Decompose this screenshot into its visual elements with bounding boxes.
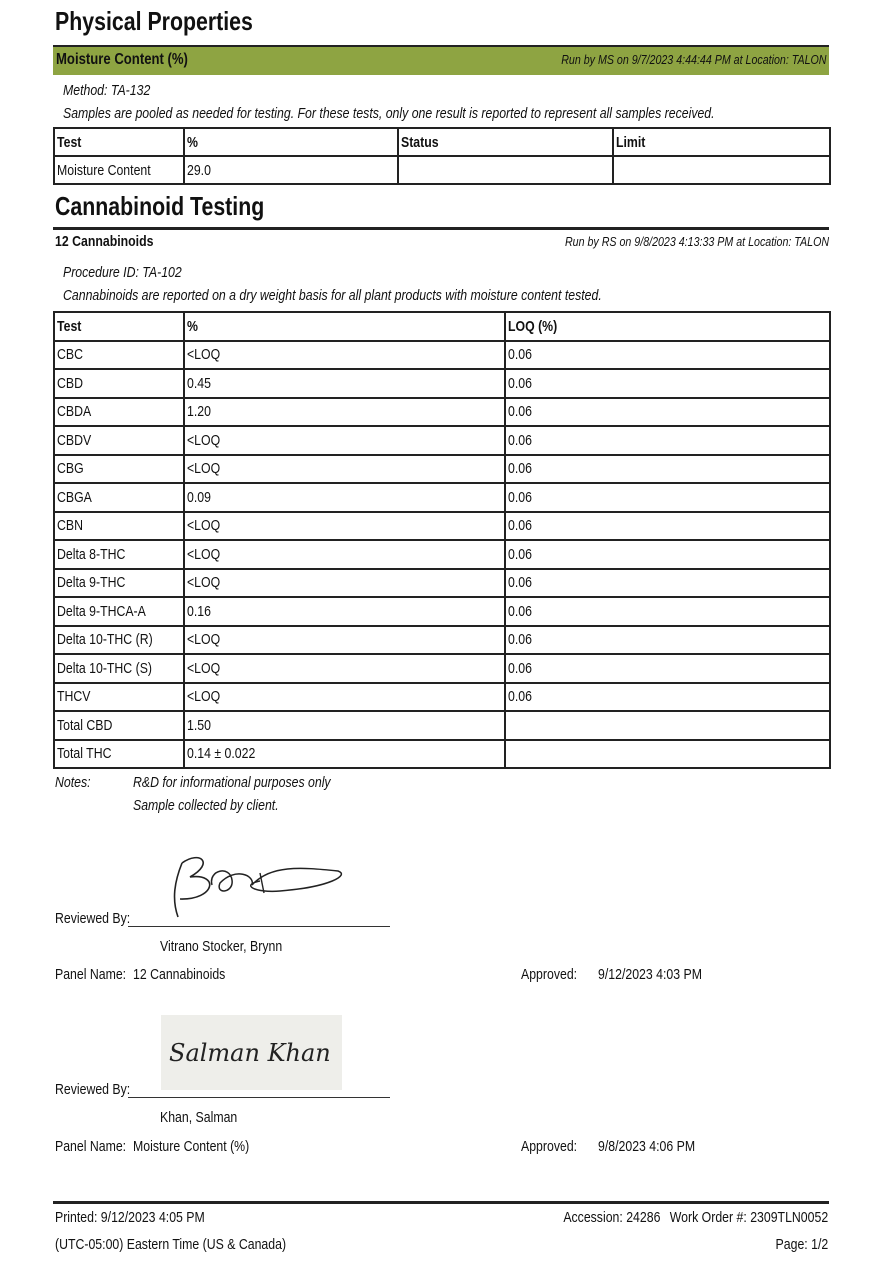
table-row — [54, 597, 830, 626]
cell-test: Total CBD — [54, 711, 184, 740]
moisture-table — [53, 127, 831, 185]
cell-pct: <LOQ — [184, 654, 505, 683]
cannabinoid-heading: Cannabinoid Testing — [55, 191, 265, 221]
col-header-status: Status — [398, 128, 613, 156]
table-row — [54, 540, 830, 569]
panel-name-label: Panel Name: — [55, 1138, 127, 1155]
moisture-table-header — [54, 128, 830, 156]
cell-loq: 0.06 — [505, 540, 830, 569]
cell-loq — [505, 740, 830, 769]
cannabinoid-table — [53, 311, 831, 769]
panel-name-label: Panel Name: — [55, 966, 127, 983]
review-1-name: Vitrano Stocker, Brynn — [160, 938, 283, 955]
review-1-label: Reviewed By: — [55, 910, 131, 927]
table-row — [54, 156, 830, 184]
table-row — [54, 341, 830, 370]
cell-test: CBGA — [54, 483, 184, 512]
cell-loq: 0.06 — [505, 341, 830, 370]
svg-text:Salman Khan: Salman Khan — [169, 1039, 331, 1067]
table-row — [54, 512, 830, 541]
cell-pct: <LOQ — [184, 540, 505, 569]
notes-label: Notes: — [55, 774, 91, 791]
approved-label: Approved: — [521, 1138, 578, 1155]
col-header-pct: % — [184, 312, 505, 341]
cell-test: CBG — [54, 455, 184, 484]
footer-page-number: Page: 1/2 — [775, 1236, 828, 1253]
cell-test: Moisture Content — [54, 156, 184, 184]
moisture-section-title: Moisture Content (%) — [56, 51, 188, 68]
col-header-test: Test — [54, 312, 184, 341]
cell-test: CBDA — [54, 398, 184, 427]
cell-test: Delta 9-THC — [54, 569, 184, 598]
review-2-panel: Moisture Content (%) — [133, 1138, 250, 1155]
cell-loq: 0.06 — [505, 369, 830, 398]
cell-pct: 0.16 — [184, 597, 505, 626]
cell-pct: <LOQ — [184, 683, 505, 712]
table-row — [54, 455, 830, 484]
footer-timezone: (UTC-05:00) Eastern Time (US & Canada) — [55, 1236, 287, 1253]
cell-loq: 0.06 — [505, 398, 830, 427]
table-row — [54, 654, 830, 683]
table-row — [54, 369, 830, 398]
table-row — [54, 626, 830, 655]
cell-loq: 0.06 — [505, 683, 830, 712]
cell-test: Total THC — [54, 740, 184, 769]
table-row — [54, 426, 830, 455]
cell-loq: 0.06 — [505, 455, 830, 484]
cannabinoid-dry-weight-note: Cannabinoids are reported on a dry weight basis for all plant products with moisture content tested. — [63, 287, 602, 304]
notes-line-1: R&D for informational purposes only — [133, 774, 331, 791]
col-header-loq: LOQ (%) — [505, 312, 830, 341]
cell-test: Delta 9-THCA-A — [54, 597, 184, 626]
cell-pct: 0.14 ± 0.022 — [184, 740, 505, 769]
footer-accession: Accession: 24286 — [562, 1209, 660, 1226]
approved-label: Approved: — [521, 966, 578, 983]
table-row — [54, 483, 830, 512]
cell-test: Delta 8-THC — [54, 540, 184, 569]
moisture-pooling-note: Samples are pooled as needed for testing. For these tests, only one result is reported to represent all samples received. — [63, 105, 715, 122]
table-row — [54, 569, 830, 598]
cannabinoid-panel-title: 12 Cannabinoids — [55, 233, 154, 250]
cell-loq: 0.06 — [505, 654, 830, 683]
cell-test: CBD — [54, 369, 184, 398]
table-row — [54, 711, 830, 740]
cell-pct: <LOQ — [184, 512, 505, 541]
cell-loq: 0.06 — [505, 483, 830, 512]
cell-pct: <LOQ — [184, 569, 505, 598]
col-header-test: Test — [54, 128, 184, 156]
review-2-name: Khan, Salman — [160, 1109, 238, 1126]
review-2-signature-line — [128, 1097, 390, 1098]
cell-pct: 1.20 — [184, 398, 505, 427]
footer-rule — [53, 1201, 829, 1204]
cell-loq: 0.06 — [505, 512, 830, 541]
cell-loq — [505, 711, 830, 740]
cell-test: CBDV — [54, 426, 184, 455]
col-header-pct: % — [184, 128, 398, 156]
cell-pct: <LOQ — [184, 455, 505, 484]
table-row — [54, 683, 830, 712]
table-row — [54, 740, 830, 769]
notes-line-2: Sample collected by client. — [133, 797, 279, 814]
cell-pct: <LOQ — [184, 341, 505, 370]
review-1-approved-date: 9/12/2023 4:03 PM — [598, 966, 702, 983]
cell-test: Delta 10-THC (R) — [54, 626, 184, 655]
cell-test: CBC — [54, 341, 184, 370]
cannabinoid-procedure: Procedure ID: TA-102 — [63, 264, 182, 281]
signature-2-image — [161, 1015, 342, 1090]
cell-pct: 0.09 — [184, 483, 505, 512]
signature-1-image — [160, 845, 350, 925]
review-2-approved-date: 9/8/2023 4:06 PM — [598, 1138, 696, 1155]
review-1-panel: 12 Cannabinoids — [133, 966, 226, 983]
cannabinoid-run-info: Run by RS on 9/8/2023 4:13:33 PM at Location: TALON — [564, 234, 829, 249]
cell-test: THCV — [54, 683, 184, 712]
physical-properties-heading: Physical Properties — [55, 6, 253, 36]
cell-test: CBN — [54, 512, 184, 541]
cell-loq: 0.06 — [505, 569, 830, 598]
cell-limit — [613, 156, 830, 184]
cell-loq: 0.06 — [505, 597, 830, 626]
cell-test: Delta 10-THC (S) — [54, 654, 184, 683]
cell-pct: <LOQ — [184, 426, 505, 455]
cell-loq: 0.06 — [505, 626, 830, 655]
cell-pct: <LOQ — [184, 626, 505, 655]
cannabinoid-table-header — [54, 312, 830, 341]
cell-pct: 29.0 — [184, 156, 398, 184]
moisture-method: Method: TA-132 — [63, 82, 151, 99]
cell-status — [398, 156, 613, 184]
cell-pct: 1.50 — [184, 711, 505, 740]
cannabinoid-rule — [53, 227, 829, 230]
review-2-label: Reviewed By: — [55, 1081, 131, 1098]
cell-pct: 0.45 — [184, 369, 505, 398]
footer-work-order: Work Order #: 2309TLN0052 — [669, 1209, 828, 1226]
review-1-signature-line — [128, 926, 390, 927]
signature-2-handwriting — [161, 1015, 342, 1090]
cell-loq: 0.06 — [505, 426, 830, 455]
cannabinoid-table-body — [54, 341, 830, 769]
moisture-section-bar — [53, 45, 829, 75]
col-header-limit: Limit — [613, 128, 830, 156]
moisture-run-info: Run by MS on 9/7/2023 4:44:44 PM at Location: TALON — [561, 52, 827, 67]
table-row — [54, 398, 830, 427]
footer-printed: Printed: 9/12/2023 4:05 PM — [55, 1209, 205, 1226]
